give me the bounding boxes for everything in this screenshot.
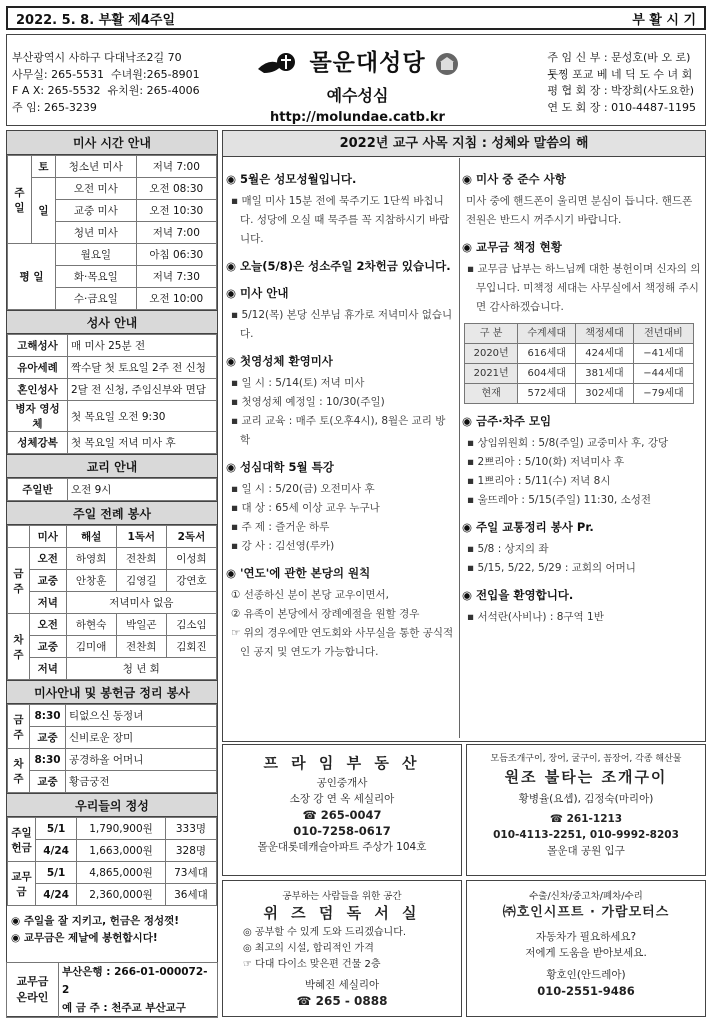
table-cell: 424세대 [576,344,634,364]
table-cell: 1독서 [116,526,166,548]
table-cell: 해설 [66,526,116,548]
table-cell: 저녁 7:00 [136,156,216,178]
table-cell: 차주 [8,749,30,793]
table-cell: 안창훈 [66,570,116,592]
table-cell: 저녁 [30,592,67,614]
table-cell: 오전 [30,548,67,570]
church-logo [250,44,465,125]
ad-realty: 프 라 임 부 동 산 공인중개사 소장 강 연 옥 세실리아 ☎ 265-0047 010-7258-0617 몰운대롯데캐슬아파트 주상가 104호 [222,744,462,876]
table-cell: 616세대 [518,344,576,364]
ad-study-room: 공부하는 사람들을 위한 공간 위 즈 덤 독 서 실 ◎ 공부할 수 있게 도와 드리겠습니다. ◎ 최고의 시설, 합리적인 가격 ☞ 다대 다이소 맞은편 건물 2층 박혜진 세실리아 ☎ 265 - 0888 [222,880,462,1017]
table-cell: 화·목요일 [56,266,137,288]
table-cell: 병자 영성체 [8,401,68,432]
table-cell: 302세대 [576,384,634,404]
table-cell: 박일곤 [116,614,166,636]
mass-table [7,155,217,310]
table-cell: 금주 [8,548,30,614]
table-cell: 부산은행 : 266-01-000072-2 예 금 주 : 천주교 부산교구 [59,963,218,1018]
table-cell: −41세대 [633,344,693,364]
church-staff: 주 임 신 부 : 문성호(바 오 로) 툿찡 포교 베 네 딕 도 수 녀 회 평 협 회 장 : 박장희(사도요한) 연 도 회 장 : 010-4487-1195 [547,51,696,114]
dues-stat-table [464,323,694,404]
table-cell: 오전 10:00 [136,288,216,310]
table-cell: 첫 목요일 오전 9:30 [68,401,217,432]
table-cell: 교중 [30,771,66,793]
table-cell: 구 분 [465,324,518,344]
top-bar [6,6,706,30]
table-cell: 티없으신 동정녀 [66,705,217,727]
table-cell: 전찬희 [116,548,166,570]
table-cell: 36세대 [165,884,216,906]
table-cell: 이성희 [166,548,216,570]
notices-right: ◉ 미사 중 준수 사항 미사 중에 핸드폰이 울리면 분심이 듭니다. 핸드폰 전원은 반드시 꺼주시기 바랍니다. ◉ 교무금 책정 현황 ▪ 교무금 납부는 하느님께 대한 봉헌이며 신자의 의무입니다. 미책정 세대는 사무실에서 책정해 주시면 감사하겠습니다. 구 분 수계세대 책정세대 전년대비 2020년 616세대 424세대 −41세대 2021년 604세대 381세대 −44세대 현재 572세대 302세대 −79세대 ◉ 금주·차주 모임 ▪ 상임위원회 : 5/8(주일) 교중미사 후, 강당 ▪ 2쁘리아 : 5/10(화) 저녁미사 후 ▪ 1쁘리아 : 5/11(수) 저녁 8시 ▪ 울뜨레아 : 5/15(주일) 11:30, 소성전 ◉ 주일 교통정리 봉사 Pr. ▪ 5/8 : 상지의 좌 ▪ 5/15, 5/22, 5/29 : 교회의 어머니 ◉ 전입을 환영합니다. ▪ 서석란(사비나) : 8구역 1반 [462,172,701,623]
table-cell: 청년 미사 [56,222,137,244]
table-cell: 1,790,900원 [77,818,166,840]
offering-title: 우리들의 정성 [7,793,217,817]
table-cell: 하영희 [66,548,116,570]
table-cell: 매 미사 25분 전 [68,335,217,357]
table-cell: 교무금 온라인 [7,963,59,1018]
guide-title: 미사안내 및 봉헌금 정리 봉사 [7,680,217,704]
table-cell: 수·금요일 [56,288,137,310]
table-cell: 아침 06:30 [136,244,216,266]
table-cell: 짝수달 첫 토요일 2주 전 신청 [68,357,217,379]
table-cell: 오전 08:30 [136,178,216,200]
table-cell: 8:30 [30,705,66,727]
table-cell: 주 일 [8,156,32,244]
table-cell: 5/1 [36,818,77,840]
table-cell: 주일반 [8,479,68,501]
table-cell: 책정세대 [576,324,634,344]
table-cell: 성체강복 [8,432,68,454]
table-cell: 김회진 [166,636,216,658]
table-cell: 첫 목요일 저녁 미사 후 [68,432,217,454]
table-cell: 8:30 [30,749,66,771]
table-cell: 교중 [30,727,66,749]
pastoral-theme: 2022년 교구 사목 지침 : 성체와 말씀의 해 [223,131,705,157]
table-cell: 교중 [30,570,67,592]
table-cell: 저녁 7:00 [136,222,216,244]
table-cell: 현재 [465,384,518,404]
table-cell: 청 년 회 [66,658,216,680]
notice-divider [459,158,460,738]
table-cell: 주일 헌금 [8,818,36,862]
table-cell: 미사 [30,526,67,548]
table-cell: 2독서 [166,526,216,548]
church-name: 몰운대성당 [250,44,465,77]
table-cell: 교중 [30,636,67,658]
table-cell: 전찬희 [116,636,166,658]
sacrament-title: 성사 안내 [7,310,217,334]
table-cell: 2달 전 신청, 주임신부와 면담 [68,379,217,401]
cross-wave-icon [256,51,300,77]
table-cell: 오전 10:30 [136,200,216,222]
church-contacts: 부산광역시 사하구 다대낙조2길 70 사무실: 265-5531 수녀원:265-8901 F A X: 265-5532 유치원: 265-4006 주 임: 265-3239 [12,51,200,114]
table-cell: 333명 [165,818,216,840]
table-cell: 604세대 [518,364,576,384]
table-cell: 유아세례 [8,357,68,379]
church-patron: 예수성심 [326,86,389,105]
table-cell: 2,360,000원 [77,884,166,906]
mass-title: 미사 시간 안내 [7,131,217,155]
table-cell: 금주 [8,705,30,749]
table-cell: 전년대비 [633,324,693,344]
table-cell: 교무금 [8,862,36,906]
table-cell: 차주 [8,614,30,680]
table-cell [8,526,30,548]
table-cell: 381세대 [576,364,634,384]
table-cell: 하현숙 [66,614,116,636]
table-cell: 오전 9시 [68,479,217,501]
table-cell: 2021년 [465,364,518,384]
table-cell: 73세대 [165,862,216,884]
table-cell: 저녁 7:30 [136,266,216,288]
table-cell: 일 [32,178,56,244]
notices-left: ◉ 5월은 성모성월입니다. ▪ 매일 미사 15분 전에 묵주기도 1단씩 바칩니다. 성당에 오실 때 묵주를 꼭 지참하시기 바랍니다. ◉ 오늘(5/8)은 성소주일 2차헌금 있습니다. ◉ 미사 안내 ▪ 5/12(목) 본당 신부님 휴가로 저녁미사 없습니다. ◉ 첫영성체 환영미사 ▪ 일 시 : 5/14(토) 저녁 미사 ▪ 첫영성체 예정일 : 10/30(주일) ▪ 교리 교육 : 매주 토(오후4시), 8월은 교리 방학 ◉ 성심대학 5월 특강 ▪ 일 시 : 5/20(금) 오전미사 후 ▪ 대 상 : 65세 이상 교우 누구나 ▪ 주 제 : 즐거운 하루 ▪ 강 사 : 김선영(루카) ◉ '연도'에 관한 본당의 원칙 ① 선종하신 분이 본당 교우이면서, ② 유족이 본당에서 장례예절을 원할 경우 ☞ 위의 경우에만 연도회와 사무실을 통한 공식적인 공지 및 연도가 가능합니다. [226,172,454,658]
table-cell: 월요일 [56,244,137,266]
table-cell: 혼인성사 [8,379,68,401]
doctrine-title: 교리 안내 [7,454,217,478]
left-column [6,130,218,1017]
doctrine-table [7,478,217,501]
table-cell: 1,663,000원 [77,840,166,862]
table-cell: 저녁미사 없음 [66,592,216,614]
church-emblem-icon [435,52,459,76]
table-cell: 신비로운 장미 [66,727,217,749]
table-cell: 4,865,000원 [77,862,166,884]
table-cell: 김영길 [116,570,166,592]
table-cell: 2020년 [465,344,518,364]
table-cell: 교중 미사 [56,200,137,222]
table-cell: 572세대 [518,384,576,404]
service-table [7,525,217,680]
service-title: 주일 전례 봉사 [7,501,217,525]
table-cell: 오전 [30,614,67,636]
table-cell: −44세대 [633,364,693,384]
online-banking [6,962,218,1017]
table-cell: 평 일 [8,244,56,310]
guide-table [7,704,217,793]
table-cell: −79세대 [633,384,693,404]
liturgical-season: 부 활 시 기 [632,12,696,28]
table-cell: 김소임 [166,614,216,636]
table-cell: 5/1 [36,862,77,884]
table-cell: 황금궁전 [66,771,217,793]
issue-date: 2022. 5. 8. 부활 제4주일 [16,12,176,28]
table-cell: 토 [32,156,56,178]
table-cell: 수계세대 [518,324,576,344]
table-cell: 저녁 [30,658,67,680]
table-cell: 강연호 [166,570,216,592]
church-url[interactable]: http://molundae.catb.kr [270,110,445,125]
table-cell: 청소년 미사 [56,156,137,178]
table-cell: 4/24 [36,884,77,906]
offering-notes: ◉ 주일을 잘 지키고, 헌금은 정성껏! ◉ 교무금은 제날에 봉헌합시다! [11,915,180,944]
offering-table [7,817,217,906]
table-cell: 김미애 [66,636,116,658]
table-cell: 4/24 [36,840,77,862]
table-cell: 오전 미사 [56,178,137,200]
table-cell: 328명 [165,840,216,862]
sacrament-table [7,334,217,454]
ad-motors: 수출/신차/중고차/폐차/수리 ㈜호인시프트 · 가람모터스 자동차가 필요하세요? 저에게 도움을 받아보세요. 황호인(안드레아) 010-2551-9486 [466,880,706,1017]
table-cell: 고해성사 [8,335,68,357]
table-cell: 공경하올 어머니 [66,749,217,771]
ad-clam-grill: 모듬조개구이, 장어, 굴구이, 꼼장어, 각종 해산물 원조 불타는 조개구이 황병율(요셉), 김정숙(마리아) ☎ 261-1213 010-4113-2251, 010-9992-8203 몰운대 공원 입구 [466,744,706,876]
